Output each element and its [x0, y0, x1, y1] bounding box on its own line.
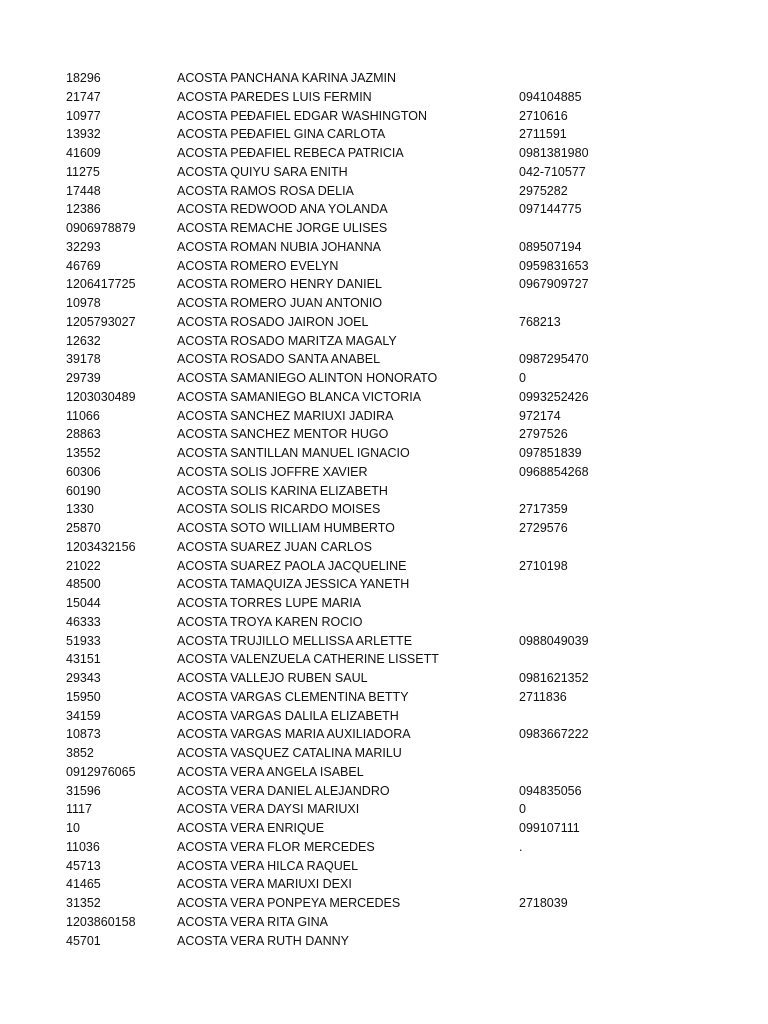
record-phone: 0988049039 — [519, 633, 589, 648]
list-row — [0, 444, 768, 463]
record-name: ACOSTA PEĐAFIEL EDGAR WASHINGTON — [177, 108, 428, 123]
record-id: 10873 — [66, 727, 101, 742]
record-id: 21747 — [66, 89, 101, 104]
list-row — [0, 463, 768, 482]
record-id: 34159 — [66, 708, 101, 723]
record-phone: 2711591 — [519, 127, 567, 142]
record-phone: 097851839 — [519, 446, 582, 460]
record-phone: 042-710577 — [519, 164, 586, 179]
record-id: 60306 — [66, 464, 101, 479]
list-row — [0, 763, 768, 782]
list-row — [0, 182, 768, 201]
record-id: 48500 — [66, 577, 101, 592]
record-name: ACOSTA TORRES LUPE MARIA — [177, 596, 362, 610]
record-id: 46333 — [66, 614, 101, 629]
record-id: 31352 — [66, 896, 101, 910]
record-list — [0, 69, 768, 950]
record-name: ACOSTA VALLEJO RUBEN SAUL — [177, 671, 368, 685]
record-name: ACOSTA SUAREZ JUAN CARLOS — [177, 539, 372, 554]
list-row — [0, 669, 768, 688]
list-row — [0, 238, 768, 257]
record-id: 41465 — [66, 877, 101, 892]
record-name: ACOSTA QUIYU SARA ENITH — [177, 164, 348, 179]
list-row — [0, 294, 768, 313]
record-id: 11275 — [66, 164, 100, 179]
record-phone: 972174 — [519, 408, 561, 423]
record-id: 28863 — [66, 427, 101, 442]
record-id: 10978 — [66, 296, 101, 310]
record-name: ACOSTA TAMAQUIZA JESSICA YANETH — [177, 577, 410, 592]
record-phone: . — [519, 839, 523, 854]
record-id: 12386 — [66, 202, 101, 217]
list-row — [0, 782, 768, 801]
list-row — [0, 575, 768, 594]
record-id: 0912976065 — [66, 764, 136, 779]
list-row — [0, 69, 768, 88]
list-row — [0, 744, 768, 763]
record-phone: 768213 — [519, 314, 561, 329]
list-row — [0, 594, 768, 613]
list-row — [0, 88, 768, 107]
list-row — [0, 388, 768, 407]
record-phone: 0967909727 — [519, 277, 589, 292]
record-name: ACOSTA SAMANIEGO ALINTON HONORATO — [177, 371, 438, 385]
record-name: ACOSTA ROMERO HENRY DANIEL — [177, 277, 382, 292]
record-phone: 0 — [519, 802, 526, 817]
record-name: ACOSTA VALENZUELA CATHERINE LISSETT — [177, 652, 439, 667]
record-phone: 2729576 — [519, 521, 568, 535]
list-row — [0, 519, 768, 538]
record-phone: 2797526 — [519, 427, 568, 442]
record-phone: 0981621352 — [519, 671, 589, 685]
record-phone: 094104885 — [519, 89, 582, 104]
list-row — [0, 369, 768, 388]
record-phone: 094835056 — [519, 783, 582, 798]
record-id: 1330 — [66, 502, 94, 517]
record-id: 1206417725 — [66, 277, 136, 292]
record-name: ACOSTA VERA ANGELA ISABEL — [177, 764, 364, 779]
record-name: ACOSTA TRUJILLO MELLISSA ARLETTE — [177, 633, 413, 648]
record-phone: 2718039 — [519, 896, 568, 910]
record-name: ACOSTA REDWOOD ANA YOLANDA — [177, 202, 388, 217]
list-row — [0, 875, 768, 894]
list-row — [0, 650, 768, 669]
list-row — [0, 275, 768, 294]
record-name: ACOSTA VERA HILCA RAQUEL — [177, 858, 359, 873]
list-row — [0, 500, 768, 519]
record-id: 41609 — [66, 146, 101, 160]
record-name: ACOSTA SOLIS KARINA ELIZABETH — [177, 483, 388, 498]
record-phone: 0968854268 — [519, 464, 589, 479]
record-phone: 0987295470 — [519, 352, 589, 367]
record-name: ACOSTA TROYA KAREN ROCIO — [177, 614, 363, 629]
record-phone: 2975282 — [519, 183, 568, 198]
record-id: 31596 — [66, 783, 101, 798]
record-id: 45701 — [66, 933, 101, 948]
record-name: ACOSTA PAREDES LUIS FERMIN — [177, 89, 372, 104]
record-name: ACOSTA SANCHEZ MARIUXI JADIRA — [177, 408, 394, 423]
list-row — [0, 819, 768, 838]
list-row — [0, 932, 768, 951]
list-row — [0, 219, 768, 238]
list-row — [0, 425, 768, 444]
record-id: 12632 — [66, 333, 101, 348]
record-name: ACOSTA VARGAS MARIA AUXILIADORA — [177, 727, 411, 742]
record-name: ACOSTA ROSADO JAIRON JOEL — [177, 314, 369, 329]
record-name: ACOSTA RAMOS ROSA DELIA — [177, 183, 354, 198]
record-id: 29739 — [66, 371, 101, 385]
list-row — [0, 332, 768, 351]
list-row — [0, 894, 768, 913]
list-row — [0, 557, 768, 576]
record-phone: 097144775 — [519, 202, 582, 217]
list-row — [0, 407, 768, 426]
list-row — [0, 107, 768, 126]
record-id: 11036 — [66, 839, 100, 854]
record-phone: 089507194 — [519, 239, 582, 254]
list-row — [0, 857, 768, 876]
record-id: 13552 — [66, 446, 101, 460]
record-phone: 0993252426 — [519, 389, 589, 404]
record-name: ACOSTA PEĐAFIEL REBECA PATRICIA — [177, 146, 404, 160]
record-id: 29343 — [66, 671, 101, 685]
record-name: ACOSTA VERA RITA GINA — [177, 914, 328, 929]
record-name: ACOSTA ROSADO SANTA ANABEL — [177, 352, 381, 367]
record-name: ACOSTA ROSADO MARITZA MAGALY — [177, 333, 397, 348]
record-name: ACOSTA VERA MARIUXI DEXI — [177, 877, 352, 892]
list-row — [0, 482, 768, 501]
record-id: 46769 — [66, 258, 101, 273]
record-id: 45713 — [66, 858, 101, 873]
list-row — [0, 838, 768, 857]
list-row — [0, 707, 768, 726]
record-name: ACOSTA VERA RUTH DANNY — [177, 933, 350, 948]
record-name: ACOSTA PANCHANA KARINA JAZMIN — [177, 71, 397, 85]
record-id: 1117 — [66, 802, 92, 817]
record-phone: 0 — [519, 371, 526, 385]
list-row — [0, 613, 768, 632]
record-id: 21022 — [66, 558, 101, 573]
list-row — [0, 163, 768, 182]
record-name: ACOSTA SANCHEZ MENTOR HUGO — [177, 427, 389, 442]
record-phone: 2710616 — [519, 108, 568, 123]
record-phone: 0981381980 — [519, 146, 589, 160]
record-id: 43151 — [66, 652, 101, 667]
record-phone: 0959831653 — [519, 258, 589, 273]
record-id: 39178 — [66, 352, 101, 367]
list-row — [0, 913, 768, 932]
record-name: ACOSTA ROMAN NUBIA JOHANNA — [177, 239, 381, 254]
record-id: 17448 — [66, 183, 101, 198]
record-id: 11066 — [66, 408, 100, 423]
record-phone: 0983667222 — [519, 727, 589, 742]
record-phone: 2717359 — [519, 502, 568, 517]
record-name: ACOSTA VERA DAYSI MARIUXI — [177, 802, 360, 817]
record-name: ACOSTA REMACHE JORGE ULISES — [177, 221, 388, 235]
record-id: 32293 — [66, 239, 101, 254]
record-id: 60190 — [66, 483, 101, 498]
record-name: ACOSTA VERA FLOR MERCEDES — [177, 839, 375, 854]
record-name: ACOSTA SANTILLAN MANUEL IGNACIO — [177, 446, 410, 460]
list-row — [0, 257, 768, 276]
record-name: ACOSTA ROMERO EVELYN — [177, 258, 339, 273]
record-id: 1203860158 — [66, 914, 136, 929]
list-row — [0, 144, 768, 163]
record-id: 3852 — [66, 746, 94, 760]
list-row — [0, 125, 768, 144]
record-name: ACOSTA VARGAS CLEMENTINA BETTY — [177, 689, 409, 704]
record-id: 0906978879 — [66, 221, 136, 235]
record-id: 1203030489 — [66, 389, 136, 404]
list-row — [0, 313, 768, 332]
record-phone: 099107111 — [519, 821, 580, 835]
record-phone: 2711836 — [519, 689, 567, 704]
record-name: ACOSTA ROMERO JUAN ANTONIO — [177, 296, 383, 310]
record-id: 10 — [66, 821, 80, 835]
record-name: ACOSTA SOLIS RICARDO MOISES — [177, 502, 381, 517]
list-row — [0, 200, 768, 219]
record-id: 15950 — [66, 689, 101, 704]
record-name: ACOSTA PEĐAFIEL GINA CARLOTA — [177, 127, 386, 142]
record-id: 13932 — [66, 127, 101, 142]
record-name: ACOSTA VERA PONPEYA MERCEDES — [177, 896, 401, 910]
record-name: ACOSTA VASQUEZ CATALINA MARILU — [177, 746, 402, 760]
list-row — [0, 350, 768, 369]
record-id: 1205793027 — [66, 314, 136, 329]
record-name: ACOSTA SUAREZ PAOLA JACQUELINE — [177, 558, 407, 573]
record-id: 10977 — [66, 108, 101, 123]
record-name: ACOSTA VERA ENRIQUE — [177, 821, 325, 835]
record-id: 15044 — [66, 596, 101, 610]
record-id: 1203432156 — [66, 539, 136, 554]
record-name: ACOSTA VARGAS DALILA ELIZABETH — [177, 708, 399, 723]
list-row — [0, 538, 768, 557]
record-id: 18296 — [66, 71, 101, 85]
record-name: ACOSTA SAMANIEGO BLANCA VICTORIA — [177, 389, 422, 404]
list-row — [0, 800, 768, 819]
list-row — [0, 632, 768, 651]
record-name: ACOSTA SOTO WILLIAM HUMBERTO — [177, 521, 395, 535]
list-row — [0, 725, 768, 744]
record-name: ACOSTA SOLIS JOFFRE XAVIER — [177, 464, 368, 479]
list-row — [0, 688, 768, 707]
record-phone: 2710198 — [519, 558, 568, 573]
record-id: 25870 — [66, 521, 101, 535]
record-name: ACOSTA VERA DANIEL ALEJANDRO — [177, 783, 390, 798]
record-id: 51933 — [66, 633, 101, 648]
